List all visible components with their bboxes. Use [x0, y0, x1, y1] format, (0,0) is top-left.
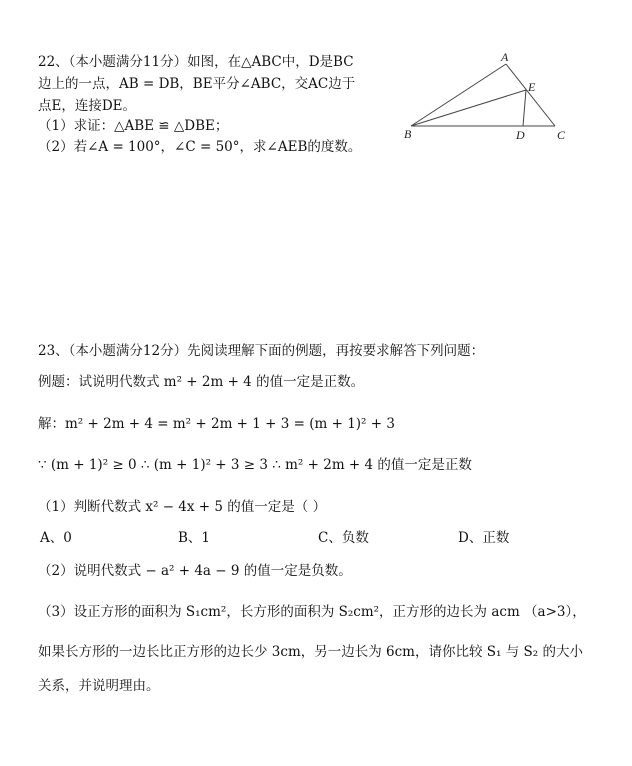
q22-line1: 22、（本小题满分11分）如图，在△ABC中，D是BC — [38, 54, 354, 70]
q23-part2: （2）说明代数式 − a² + 4a − 9 的值一定是负数。 — [38, 563, 352, 579]
triangle-figure — [398, 50, 583, 148]
q23-reasoning: ∵ (m + 1)² ≥ 0 ∴ (m + 1)² + 3 ≥ 3 ∴ m² + 2m + 4 的值一定是正数 — [38, 457, 472, 473]
segment-be — [411, 90, 526, 126]
segment-de — [523, 90, 526, 126]
q22-line3: 点E，连接DE。 — [38, 98, 137, 114]
option-d: D、正数 — [458, 530, 510, 546]
label-e: E — [528, 80, 536, 94]
q23-part3-line2: 如果长方形的一边长比正方形的边长少 3cm，另一边长为 6cm，请你比较 S₁ 与 S₂ 的大小 — [38, 644, 583, 660]
q23-example: 例题：试说明代数式 m² + 2m + 4 的值一定是正数。 — [38, 374, 365, 390]
option-a: A、0 — [40, 530, 72, 546]
option-c: C、负数 — [318, 530, 369, 546]
q22-part1: （1）求证：△ABE ≌ △DBE； — [38, 118, 229, 134]
option-b: B、1 — [178, 530, 211, 546]
q23-part1: （1）判断代数式 x² − 4x + 5 的值一定是（ ） — [38, 499, 327, 515]
q23-solution: 解：m² + 2m + 4 = m² + 2m + 1 + 3 = (m + 1)² + 3 — [38, 416, 395, 432]
label-b: B — [404, 127, 412, 141]
label-d: D — [516, 128, 525, 142]
q23-intro: 23、（本小题满分12分）先阅读理解下面的例题，再按要求解答下列问题： — [38, 343, 485, 359]
q23-part3-line1: （3）设正方形的面积为 S₁cm²，长方形的面积为 S₂cm²，正方形的边长为 acm （a>3）， — [38, 604, 586, 620]
label-c: C — [557, 128, 566, 142]
label-a: A — [501, 50, 509, 64]
q22-part2: （2）若∠A = 100°，∠C = 50°，求∠AEB的度数。 — [38, 139, 362, 155]
q22-line2: 边上的一点，AB = DB，BE平分∠ABC，交AC边于 — [38, 76, 356, 92]
segment-ac — [506, 64, 555, 126]
segment-ab — [411, 64, 506, 126]
q23-part3-line3: 关系，并说明理由。 — [38, 678, 160, 694]
